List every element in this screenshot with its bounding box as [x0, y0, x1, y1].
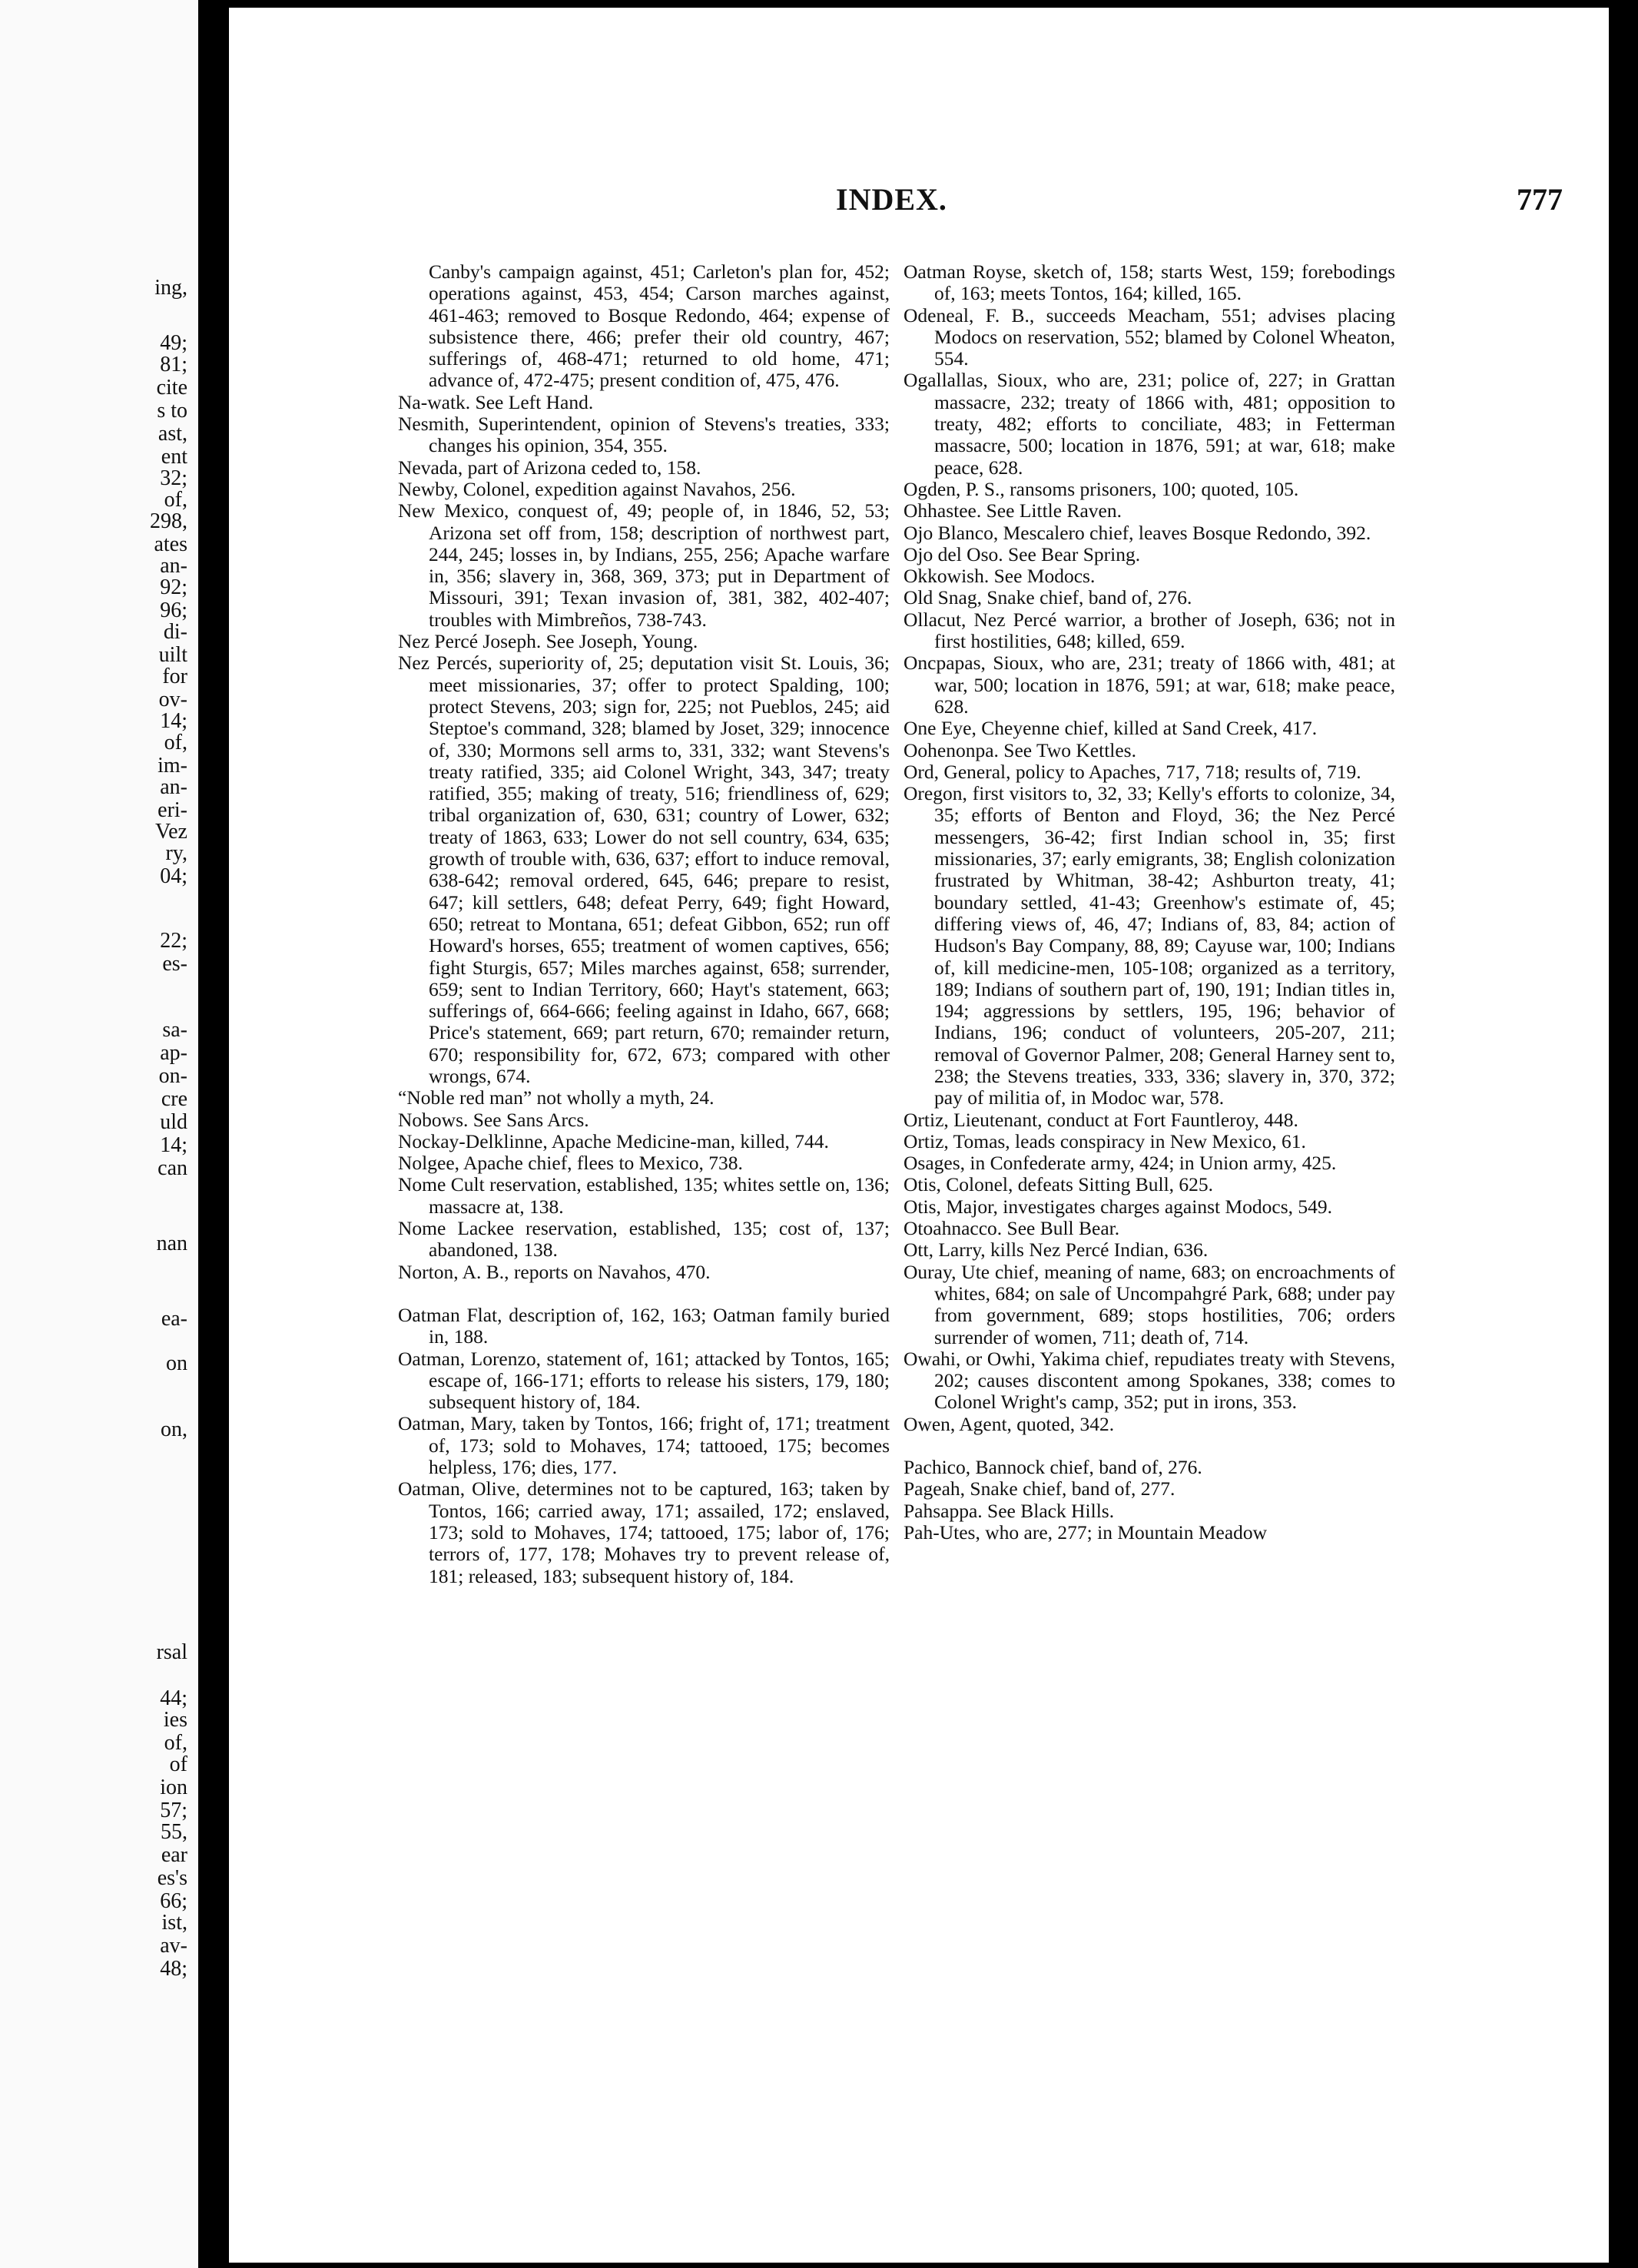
previous-page-fragment: ion — [160, 1776, 187, 1799]
previous-page-fragment: 48; — [160, 1957, 187, 1981]
previous-page-fragment: cite — [156, 376, 187, 400]
index-entry: Nevada, part of Arizona ceded to, 158. — [398, 456, 701, 479]
running-head: INDEX. — [836, 182, 947, 217]
previous-page-fragment: ist, — [161, 1911, 187, 1935]
previous-page-fragment: ear — [161, 1843, 187, 1867]
page-edge — [1609, 0, 1638, 2268]
index-entry: Ogallallas, Sioux, who are, 231; police of, 227; in Grattan massacre, 232; treaty of 1866 with, 481; opposition to treaty, 482; efforts to conciliate, 483; in Fetterman massacre, 500; location in 1876, 591; at war, 618; make peace, 628. — [904, 369, 1395, 479]
previous-page-fragment: an- — [160, 775, 187, 799]
previous-page-fragment: for — [162, 665, 187, 688]
index-entry: Owahi, or Owhi, Yakima chief, repudiates treaty with Stevens, 202; causes discontent among Spokanes, 338; comes to Colonel Wright's camp, 352; put in irons, 353. — [904, 1347, 1395, 1414]
previous-page-fragment: of — [169, 1752, 187, 1776]
index-section-break — [398, 1283, 890, 1305]
previous-page-fragment: eri- — [158, 798, 187, 822]
index-entry: Ortiz, Tomas, leads conspiracy in New Mexico, 61. — [904, 1129, 1306, 1152]
previous-page-fragment: nan — [156, 1232, 187, 1255]
previous-page-fragment: ent — [161, 445, 187, 469]
previous-page-fragment: of, — [164, 1731, 187, 1755]
previous-page-fragment: sa- — [162, 1018, 187, 1042]
previous-page-fragment: es- — [162, 952, 187, 976]
index-entry: Ouray, Ute chief, meaning of name, 683; on encroachments of whites, 684; on sale of Uncompahgré Park, 688; under pay from government, 689; stops hostilities, 706; orders surrender of women, 711; death of, 714. — [904, 1260, 1395, 1348]
previous-page-fragment: im- — [158, 754, 187, 778]
previous-page-fragment: cre — [161, 1087, 187, 1111]
index-entry: Ojo Blanco, Mescalero chief, leaves Bosque Redondo, 392. — [904, 521, 1371, 544]
previous-page-fragments — [0, 0, 192, 2268]
index-entry: New Mexico, conquest of, 49; people of, in 1846, 52, 53; Arizona set off from, 158; description of northwest part, 244, 245; losses in, by Indians, 255, 256; Apache warfare in, 356; slavery in, 368, 369, 373; put in Department of Missouri, 391; Texan invasion of, 381, 382, 402-407; troubles with Mimbreños, 738-743. — [398, 499, 890, 631]
previous-page-fragment: 96; — [160, 598, 187, 622]
index-entry: Ott, Larry, kills Nez Percé Indian, 636. — [904, 1238, 1209, 1262]
previous-page-fragment: ing, — [154, 276, 187, 300]
index-entry: Otis, Colonel, defeats Sitting Bull, 625. — [904, 1173, 1214, 1196]
previous-page-fragment: 66; — [160, 1889, 187, 1913]
previous-page-fragment: s to — [157, 399, 187, 423]
index-entry: “Noble red man” not wholly a myth, 24. — [398, 1086, 715, 1109]
previous-page-fragment: on- — [158, 1064, 187, 1088]
previous-page-fragment: on, — [161, 1418, 187, 1441]
page-header — [229, 181, 1609, 227]
previous-page-fragment: of, — [164, 488, 187, 512]
previous-page-fragment: Vez — [155, 820, 187, 844]
previous-page-fragment: 22; — [160, 929, 187, 953]
previous-page-fragment: ates — [154, 532, 187, 556]
previous-page-fragment: uilt — [158, 643, 187, 667]
previous-page-fragment: of, — [164, 731, 187, 754]
previous-page-fragment: 14; — [160, 709, 187, 733]
index-column-right — [904, 261, 1395, 1544]
index-entry: Ortiz, Lieutenant, conduct at Fort Fauntleroy, 448. — [904, 1108, 1298, 1131]
previous-page-fragment: 298, — [150, 509, 187, 533]
index-entry: Oatman, Olive, determines not to be captured, 163; taken by Tontos, 166; carried away, 171; assailed, 172; enslaved, 173; sold to Mohaves, 174; tattooed, 175; labor of, 176; terrors of, 177, 178; Mohaves try to prevent release of, 181; released, 183; subsequent history of, 184. — [398, 1477, 890, 1587]
previous-page-fragment: ov- — [158, 688, 187, 711]
previous-page-fragment: 57; — [160, 1799, 187, 1822]
index-entry: Otoahnacco. See Bull Bear. — [904, 1217, 1120, 1240]
index-entry: Nockay-Delklinne, Apache Medicine-man, killed, 744. — [398, 1129, 829, 1152]
index-entry: Osages, in Confederate army, 424; in Union army, 425. — [904, 1152, 1337, 1175]
index-entry: Na-watk. See Left Hand. — [398, 390, 594, 413]
previous-page-fragment: an- — [160, 554, 187, 578]
previous-page-fragment: can — [158, 1156, 187, 1180]
previous-page-fragment: di- — [163, 620, 187, 644]
index-entry: Okkowish. See Modocs. — [904, 565, 1096, 588]
index-entry: Ord, General, policy to Apaches, 717, 718; results of, 719. — [904, 760, 1361, 783]
index-entry: One Eye, Cheyenne chief, killed at Sand Creek, 417. — [904, 717, 1318, 740]
previous-page-fragment: av- — [160, 1934, 187, 1958]
index-entry: Pahsappa. See Black Hills. — [904, 1499, 1115, 1522]
index-entry: Pachico, Bannock chief, band of, 276. — [904, 1456, 1202, 1479]
page-number: 777 — [1517, 182, 1563, 217]
index-entry: Pah-Utes, who are, 277; in Mountain Meadow — [904, 1520, 1268, 1544]
index-entry: Oatman Flat, description of, 162, 163; Oatman family buried in, 188. — [398, 1303, 890, 1348]
index-entry: Owen, Agent, quoted, 342. — [904, 1412, 1115, 1435]
previous-page-fragment: ast, — [158, 422, 187, 446]
index-entry: Nolgee, Apache chief, flees to Mexico, 738. — [398, 1152, 743, 1175]
index-section-break — [904, 1435, 1395, 1457]
book-page — [229, 8, 1609, 2263]
index-entry: Ojo del Oso. See Bear Spring. — [904, 542, 1141, 565]
index-entry: Nez Percés, superiority of, 25; deputation visit St. Louis, 36; meet missionaries, 37; offer to protect Spalding, 100; protect Stevens, 203; sign for, 225; not Pueblos, 245; aid Steptoe's command, 328; blamed by Joset, 329; innocence of, 330; Mormons sell arms to, 331, 332; want Stevens's treaty ratified, 335; aid Colonel Wright, 343, 347; treaty ratified, 355; making of treaty, 516; friendliness of, 629; tribal organization of, 630, 631; country of Lower, 632; treaty of 1863, 633; Lower do not sell country, 634, 635; growth of trouble with, 636, 637; effort to induce removal, 638-642; removal ordered, 645, 646; prepare to resist, 647; kill settlers, 648; defeat Perry, 649; fight Howard, 650; retreat to Montana, 651; defeat Gibbon, 652; run off Howard's horses, 655; treatment of women captives, 656; fight Sturgis, 657; Miles marches against, 658; surrender, 659; sent to Indian Territory, 660; Hayt's statement, 663; sufferings of, 664-666; feeling against in Idaho, 667, 668; Price's statement, 669; part return, 670; remainder return, 670; responsibility for, 672, 673; compared with other wrongs, 674. — [398, 652, 890, 1087]
index-column-left — [398, 261, 890, 1587]
previous-page-fragment: 55, — [161, 1820, 187, 1844]
previous-page-fragment: ies — [163, 1708, 187, 1732]
index-entry: Ollacut, Nez Percé warrior, a brother of Joseph, 636; not in first hostilities, 648; killed, 659. — [904, 608, 1395, 653]
index-entry: Old Snag, Snake chief, band of, 276. — [904, 586, 1192, 609]
previous-page-fragment: ry, — [165, 841, 187, 865]
previous-page-fragment: 81; — [160, 353, 187, 376]
index-entry: Odeneal, F. B., succeeds Meacham, 551; advises placing Modocs on reservation, 552; blamed by Colonel Wheaton, 554. — [904, 303, 1395, 370]
index-entry: Oregon, first visitors to, 32, 33; Kelly's efforts to colonize, 34, 35; efforts of Benton and Floyd, 36; the Nez Percé messengers, 36-42; first Indian school in, 35; first missionaries, 37; early emigrants, 38; English colonization frustrated by Whitman, 38-42; Ashburton treaty, 41; boundary settled, 41-43; Greenhow's estimate of, 45; differing views of, 46, 47; Indians of, 83, 84; action of Hudson's Bay Company, 88, 89; Cayuse war, 100; Indians of, kill medicine-men, 105-108; organized as a territory, 189; Indians of southern part of, 190, 191; Indian titles in, 194; aggressions by settlers, 195, 196; behavior of Indians, 196; conduct of volunteers, 205-207, 211; removal of Governor Palmer, 208; General Harney sent to, 238; the Stevens treaties, 333, 336; slavery in, 370, 372; pay of militia of, in Modoc war, 578. — [904, 782, 1395, 1109]
previous-page-fragment: ea- — [161, 1307, 187, 1331]
previous-page-fragment: 49; — [160, 331, 187, 355]
index-entry: Ohhastee. See Little Raven. — [904, 499, 1122, 522]
index-entry: Oatman Royse, sketch of, 158; starts West, 159; forebodings of, 163; meets Tontos, 164; killed, 165. — [904, 260, 1395, 305]
previous-page-fragment: ap- — [160, 1041, 187, 1065]
index-entry: Otis, Major, investigates charges against Modocs, 549. — [904, 1195, 1332, 1218]
index-entry: Canby's campaign against, 451; Carleton's plan for, 452; operations against, 453, 454; Carson marches against, 461-463; removed to Bosque Redondo, 464; expense of subsistence there, 466; prefer their old country, 467; sufferings of, 468-471; returned to old home, 471; advance of, 472-475; present condition of, 475, 476. — [429, 260, 890, 392]
index-entry: Nesmith, Superintendent, opinion of Stevens's treaties, 333; changes his opinion, 354, 355. — [398, 413, 890, 457]
previous-page-fragment: 92; — [160, 575, 187, 599]
index-entry: Nez Percé Joseph. See Joseph, Young. — [398, 630, 698, 653]
index-entry: Oncpapas, Sioux, who are, 231; treaty of 1866 with, 481; at war, 500; location in 1876, 591; at war, 618; make peace, 628. — [904, 652, 1395, 718]
index-entry: Norton, A. B., reports on Navahos, 470. — [398, 1260, 711, 1283]
index-entry: Oohenonpa. See Two Kettles. — [904, 738, 1136, 761]
index-entry: Nobows. See Sans Arcs. — [398, 1108, 589, 1131]
previous-page-fragment: 44; — [160, 1686, 187, 1710]
index-entry: Oatman, Lorenzo, statement of, 161; attacked by Tontos, 165; escape of, 166-171; efforts to release his sisters, 179, 180; subsequent history of, 184. — [398, 1347, 890, 1414]
book-gutter — [198, 0, 229, 2268]
previous-page-fragment: rsal — [156, 1640, 187, 1664]
previous-page-margin — [0, 0, 198, 2268]
previous-page-fragment: 14; — [160, 1133, 187, 1157]
index-entry: Nome Lackee reservation, established, 135; cost of, 137; abandoned, 138. — [398, 1217, 890, 1262]
previous-page-fragment: 04; — [160, 864, 187, 888]
index-entry: Newby, Colonel, expedition against Navahos, 256. — [398, 477, 796, 500]
previous-page-fragment: uld — [160, 1110, 187, 1134]
index-entry: Pageah, Snake chief, band of, 277. — [904, 1477, 1175, 1500]
index-entry: Oatman, Mary, taken by Tontos, 166; fright of, 171; treatment of, 173; sold to Mohaves, 174; tattooed, 175; becomes helpless, 176; dies, 177. — [398, 1412, 890, 1479]
previous-page-fragment: es's — [157, 1866, 187, 1890]
index-entry: Ogden, P. S., ransoms prisoners, 100; quoted, 105. — [904, 477, 1299, 500]
index-entry: Nome Cult reservation, established, 135; whites settle on, 136; massacre at, 138. — [398, 1173, 890, 1218]
previous-page-fragment: on — [166, 1351, 187, 1375]
previous-page-fragment: 32; — [160, 466, 187, 490]
